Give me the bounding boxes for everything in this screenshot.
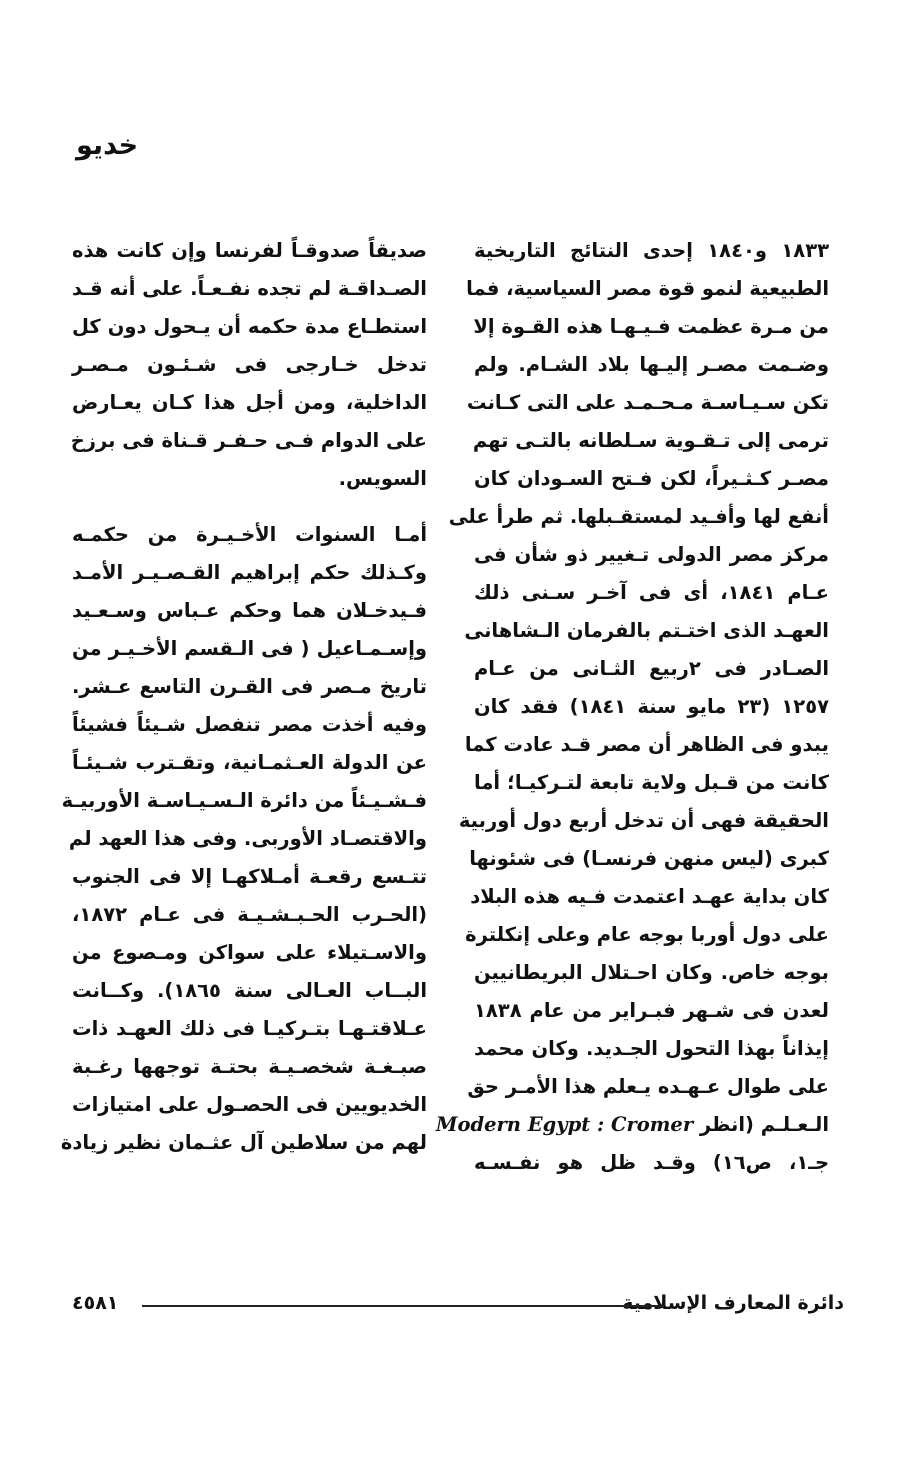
- text-line: والاسـتيلاء على سواكن ومـصوع من: [72, 941, 427, 964]
- text-line: السويس.: [338, 467, 427, 490]
- text-line: تاريخ مـصر فى القـرن التاسع عـشر.: [72, 675, 427, 698]
- text-line: وضـمت مصـر إليـها بلاد الشـام. ولم: [474, 353, 829, 376]
- text-line: كانت من قـبل ولاية تابعة لتـركيـا؛ أما: [474, 771, 829, 794]
- text-line: تدخل خـارجى فى شـئـون مـصـر: [72, 353, 427, 376]
- text-line: الخديويين فى الحصـول على امتيازات: [72, 1093, 427, 1116]
- text-line: (الحـرب الحـبـشـيـة فى عـام ١٨٧٢،: [72, 903, 427, 926]
- text-line: ١٨٣٣ و١٨٤٠ إحدى النتائج التاريخية: [474, 239, 829, 262]
- text-line: الداخلية، ومن أجل هذا كـان يعـارض: [72, 391, 427, 414]
- right-column: [435, 232, 830, 1182]
- text-line: على دول أوربا بوجه عام وعلى إنكلترة: [465, 923, 829, 946]
- text-line: مصـر كـثـيراً، لكن فـتح السـودان كان: [474, 467, 829, 490]
- text-line: إيذاناً بهذا التحول الجـديد. وكان محمد: [474, 1037, 829, 1060]
- publication-title: دائرة المعارف الإسلامية: [622, 1292, 844, 1314]
- footer-rule: [142, 1305, 664, 1307]
- text-line: مركز مصر الدولى تـغيير ذو شأن فى: [474, 543, 829, 566]
- text-line: استطـاع مدة حكمه أن يـحول دون كل: [72, 315, 427, 338]
- text-line: وفيه أخذت مصر تنفصل شـيئاً فشيئاً: [72, 713, 427, 736]
- text-line: كبرى (ليس منهن فرنسـا) فى شئونها: [469, 847, 829, 870]
- running-header: خديو: [76, 130, 139, 161]
- text-line: صبـغـة شخصـيـة بحتـة توجهها رغـبة: [72, 1055, 427, 1078]
- text-line: وإسـمـاعيل ( فى الـقسم الأخـيـر من: [72, 637, 427, 660]
- text-line: العهـد الذى اختـتم بالفرمان الـشاهانى: [464, 619, 829, 642]
- text-line: ١٢٥٧ (٢٣ مايو سنة ١٨٤١) فقد كان: [474, 695, 829, 718]
- text-line: لعدن فى شـهر فبـراير من عام ١٨٣٨: [474, 999, 829, 1022]
- text-line: صديقاً صدوقـاً لفرنسا وإن كانت هذه: [72, 239, 427, 262]
- left-column: [60, 232, 428, 1162]
- text-line: ترمى إلى تـقـوية سـلطانه بالتـى تهم: [472, 429, 829, 452]
- text-line: جـ١، ص١٦) وقـد ظل هو نفـسـه: [474, 1151, 829, 1174]
- latin-citation: Modern Egypt : Cromer: [435, 1113, 694, 1136]
- text-line: وكـذلك حكم إبراهيم القـصـيـر الأمـد: [72, 561, 427, 584]
- page-footer: [72, 1287, 844, 1319]
- text-line: الصـادر فى ٢ربيع الثـانى من عـام: [474, 657, 830, 680]
- text-line: البــاب العـالى سنة ١٨٦٥). وكــانت: [72, 979, 428, 1002]
- text-line: فـيدخـلان هما وحكم عـباس وسـعـيد: [72, 599, 427, 622]
- citation-lead-text: الـعـلـم (انظر: [699, 1113, 829, 1136]
- text-line: كان بداية عهـد اعتمدت فـيه هذه البلاد: [470, 885, 829, 908]
- text-line: عـلاقتـهـا بتـركيـا فى ذلك العهـد ذات: [72, 1017, 427, 1040]
- text-line: فـشـيـئاً من دائرة الـسـيـاسـة الأوربيـة: [61, 789, 427, 812]
- text-line: بوجه خاص. وكان احـتلال البريطانيين: [474, 961, 829, 984]
- paragraph-gap: [72, 498, 427, 516]
- text-line: تتـسع رقعـة أمـلاكهـا إلا فى الجنوب: [72, 865, 427, 888]
- text-line: الصـداقـة لم تجده نفـعـاً. على أنه قـد: [72, 277, 427, 300]
- text-line: الطبيعية لنمو قوة مصر السياسية، فما: [466, 277, 829, 300]
- text-line: عـام ١٨٤١، أى فى آخـر سـنى ذلك: [474, 581, 829, 604]
- page-number: ٤٥٨١: [72, 1292, 119, 1314]
- text-line-with-citation: [435, 1106, 829, 1144]
- text-line: الحقيقة فهى أن تدخل أربع دول أوربية: [458, 809, 829, 832]
- text-line: على الدوام فـى حـفـر قـناة فى برزخ: [70, 429, 427, 452]
- text-line: تكن سـيـاسـة مـحـمـد على التى كـانت: [466, 391, 829, 414]
- text-line: أنفع لها وأفـيد لمستقـبلها. ثم طرأ على: [448, 505, 829, 528]
- text-line: أمـا السنوات الأخـيـرة من حكمـه: [72, 523, 427, 546]
- text-line: عن الدولة العـثمـانية، وتقـترب شـيئـاً: [72, 751, 427, 774]
- text-line: من مـرة عظمت فـيـهـا هذه القـوة إلا: [473, 315, 829, 338]
- text-line: لهم من سلاطين آل عثـمان نظير زيادة: [60, 1131, 427, 1154]
- text-line: يبدو فى الظاهر أن مصر قـد عادت كما: [464, 733, 829, 756]
- text-line: على طوال عـهـده يـعلم هذا الأمـر حق: [467, 1075, 829, 1098]
- text-line: والاقتصـاد الأوربى. وفى هذا العهد لم: [68, 827, 427, 850]
